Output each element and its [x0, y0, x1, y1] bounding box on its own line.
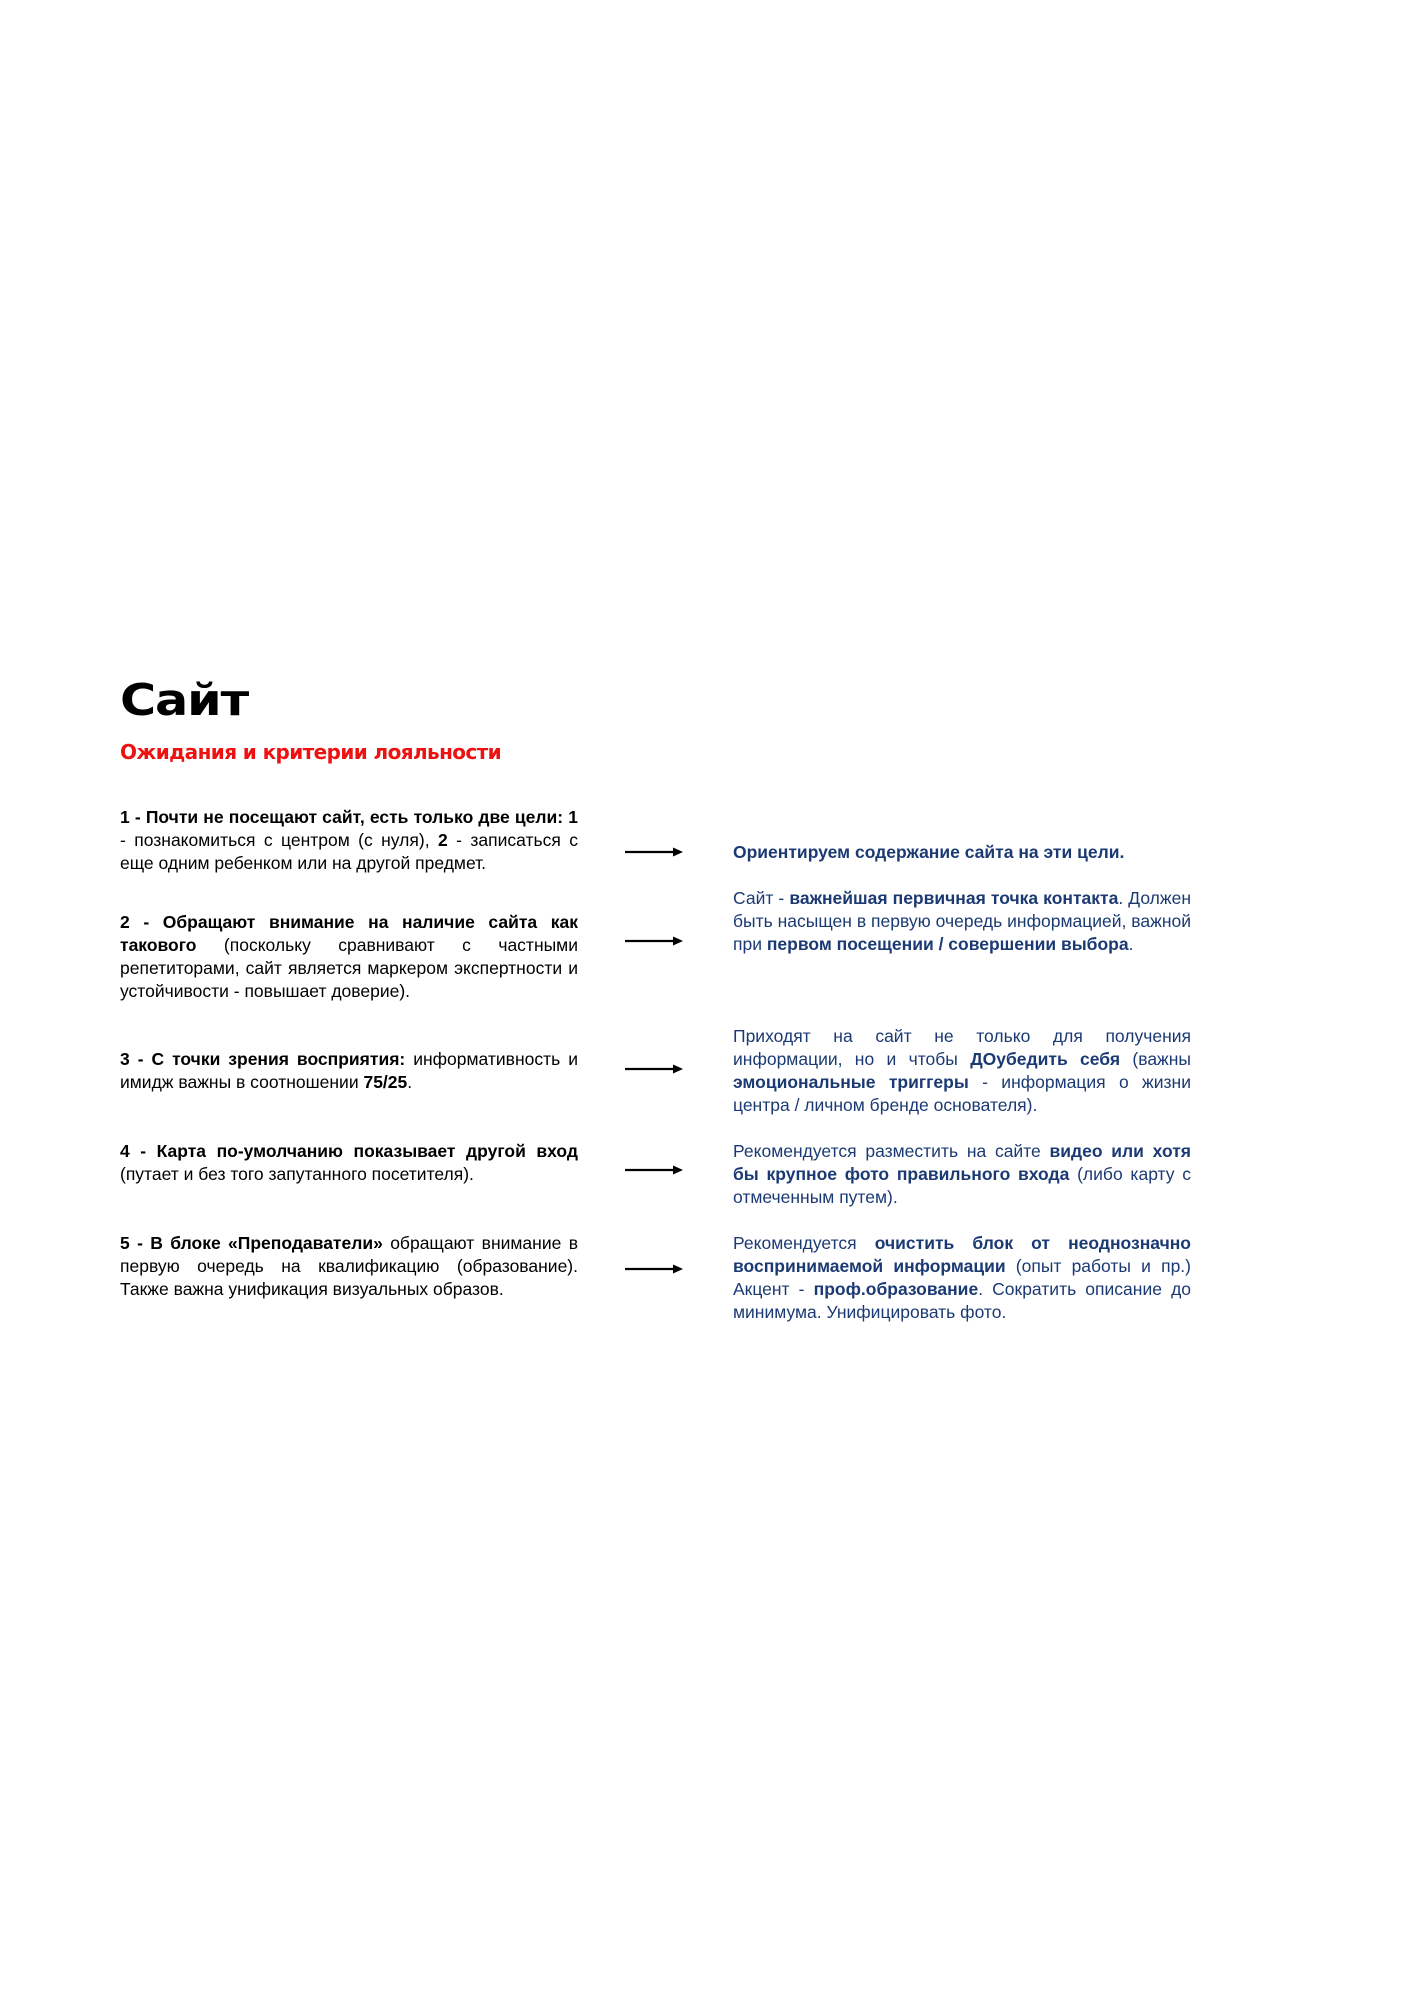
arrow-right-icon — [625, 1063, 683, 1075]
finding-5: 5 - В блоке «Преподаватели» обращают внимание в первую очередь на квалификацию (образование). Также важна унификация визуальных образов. — [120, 1233, 578, 1299]
finding-2: 2 - Обращают внимание на наличие сайта как такового (поскольку сравнивают с частными репетиторами, сайт является маркером экспертности и устойчивости - повышает доверие). — [120, 912, 578, 1001]
recommendation-2: Сайт - важнейшая первичная точка контакта. Должен быть насыщен в первую очередь информацией, важной при первом посещении / совершении выбора. — [733, 888, 1191, 954]
recommendation-5: Рекомендуется очистить блок от неоднозначно воспринимаемой информации (опыт работы и пр.) Акцент - проф.образование. Сократить описание до минимума. Унифицировать фото. — [733, 1233, 1192, 1322]
recommendation-4: Рекомендуется разместить на сайте видео или хотя бы крупное фото правильного входа (либо карту с отмеченным путем). — [733, 1141, 1191, 1207]
arrow-right-icon — [625, 1164, 683, 1176]
finding-1: 1 - Почти не посещают сайт, есть только две цели: 1 - познакомиться с центром (с нуля), 2 - записаться с еще одним ребенком или на другой предмет. — [120, 807, 578, 873]
arrow-right-icon — [625, 935, 683, 947]
recommendation-3: Приходят на сайт не только для получения информации, но и чтобы ДОубедить себя (важны эмоциональные триггеры - информация о жизни центра / личном бренде основателя). — [733, 1026, 1192, 1115]
page-title: Сайт — [120, 675, 249, 726]
arrow-right-icon — [625, 1263, 683, 1275]
finding-3: 3 - С точки зрения восприятия: информативность и имидж важны в соотношении 75/25. — [120, 1049, 578, 1092]
finding-4: 4 - Карта по-умолчанию показывает другой вход (путает и без того запутанного посетителя). — [120, 1141, 578, 1184]
arrow-right-icon — [625, 846, 683, 858]
recommendation-1: Ориентируем содержание сайта на эти цели. — [733, 842, 1125, 862]
page-subtitle: Ожидания и критерии лояльности — [120, 740, 502, 764]
